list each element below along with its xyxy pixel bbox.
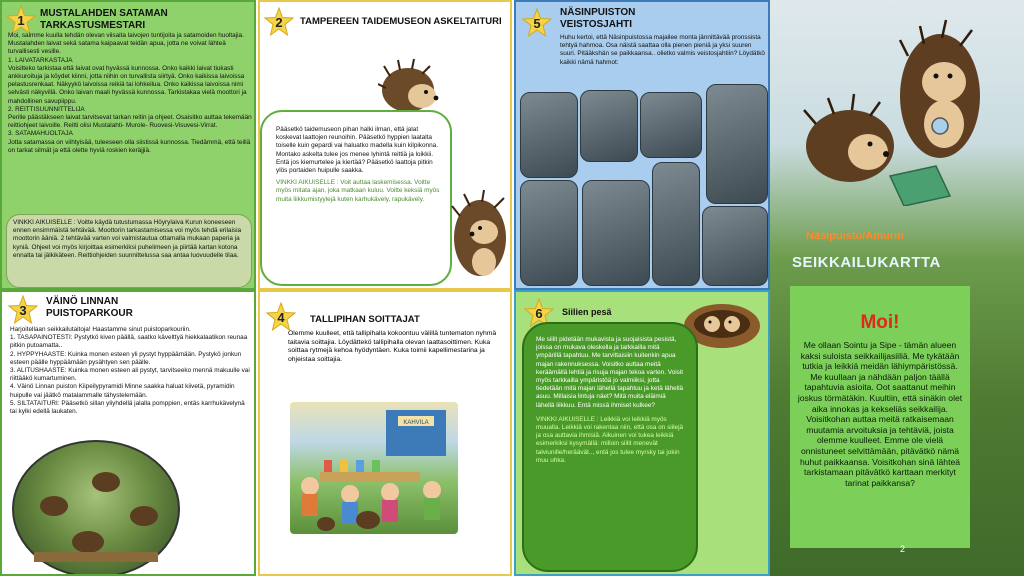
sculpture-photo — [652, 162, 700, 286]
star-number-icon — [522, 8, 552, 38]
panel-number: 2 — [275, 15, 283, 30]
panel-title: MUSTALAHDEN SATAMAN TARKASTUSMESTARI — [40, 8, 168, 31]
panel-title: NÄSINPUISTON VEISTOSJAHTI — [560, 7, 636, 30]
hedgehog-icon — [790, 16, 1004, 206]
star-number-icon — [8, 295, 38, 325]
star-number-icon — [6, 5, 36, 35]
panel-cover — [770, 0, 1024, 576]
sculpture-photo — [520, 180, 578, 286]
page-number: 2 — [900, 544, 906, 554]
sculpture-photo — [580, 90, 638, 162]
sculpture-photo — [582, 180, 650, 286]
panel-body: Olemme kuulleet, että tallipihalla kokoontuu välillä tuntematon nyhmä taitavia soittajia. Löydättekö tallipihalla olevan laattasoittimen. Kuka soittaa rytmejä kehoa hyödyntäen. Kuka toimii kapellimestarina ja ohjeistaa soittajia. — [288, 330, 497, 363]
map-title: SEIKKAILUKARTTA — [792, 254, 941, 271]
panel-siilien-pesa — [514, 290, 770, 576]
panel-tallipiha — [258, 290, 512, 576]
intro-card — [790, 286, 970, 548]
hedgehog-icon — [450, 186, 512, 286]
text-bubble: Me siilit pidetään mukavista ja suojaisista pesistä, joissa on mukava oleskella ja tarkkailla mitä ympärillä tapahtuu. Me tarvittaisiin kuitenkin apua majan rakennuksessa. Voisitko auttaa meitä keräämällä lehtiä ja risuja majan tekoa varten. Voisit myös tarkkailla ympäristöä jo valmiiksi, jotta tiedetään mitä majan lähellä tapahtuu ja ketä lähellä asuu. Millaisia lintuja näet? Mitä muita eläimiä lähellä liikkuu. Entä missä ihmiset kulkee? VINKKI AIKUISELLE : Leikkiä voi leikkiä myös muualla. Leikkiä voi rakentaa niin, että osa on siilejä ja osa auttavia ihmisiä. Aikuinen voi tukea leikkiä esimerkiksi kysymällä: milloin siilit menevät talviunille/heräävät.., entä jos tulee myrsky tai jokin muu uhka. — [522, 322, 698, 572]
hedgehog-icon — [378, 56, 442, 116]
panel-number: 1 — [17, 13, 25, 28]
kahvila-sign: KAHVILA — [403, 420, 429, 426]
location-label: Näsipuisto/Amurin — [806, 230, 904, 242]
sculpture-photo — [640, 92, 702, 158]
panel-title: Siilien pesä — [562, 307, 612, 317]
panel-title: VÄINÖ LINNAN PUISTOPARKOUR — [46, 296, 133, 319]
panel-number: 6 — [535, 306, 543, 321]
panel-mustalahti — [0, 0, 256, 290]
panel-number: 5 — [533, 16, 541, 31]
greeting: Moi! — [860, 312, 900, 333]
sculpture-photo — [520, 92, 578, 178]
panel-body: Huhu kertoi, että Näsinpuistossa majailee monta jännittävää pronssista tehtyä hahmoa. Osa näistä saattaa olla pienen pieniä ja yksi suuren suuri. Pitääkshän se paikkaansa.. olietko valmis veistosjahtiin? Löydätkö kaikki nämä hahmot: — [560, 34, 765, 66]
panel-puistoparkour — [0, 290, 256, 576]
panel-number: 4 — [277, 310, 285, 325]
panel-body: Harjoitellaan seikkailutaitoja! Haastamme sinut puistoparkouriin. 1. TASAPAINOTESTI: Pystytkö kiven päällä, saatko kävelttyä hiekkalaatikon reunaa pitkin putoamatta.. 2. HYPPYHAASTE: Kuinka monen esteen yli pystyt hyppäämään. Pystykö jonkun esteen päälle hyppäämään pysähtyen sen päälle. 3. ALITUSHAASTE: Kuinka monen esteen ali pystyt, tarvitseeko mennä makuulle vai riittääkö kumartuminen. 4. Väinö Linnan puiston Kiipeilypyramidi Minne saakka haluat kiivetä, pyramidin huipulle vai jäätkö matalammalle tähystelemään. 5. SILTATAITURI: Pääsetkö sillan yliyhdellä jalalla pomppien, entäs karrhukävelynä tai kylki edellä laukaten. — [10, 326, 250, 416]
intro-text: Me ollaan Sointu ja Sipe - tämän alueen kaksi suloista seikkailijasiiliä. Me tykätään tutkia ja leikkiä meidän lähiympäristössä. Me kuullaan ja nähdään paljon täällä tapahtuvia asioita. Oot saattanut meihin joskus törmätäkin. Kuultiin, että sinäkin olet aika innokas ja kekseliäs seikkailija. Voisitkohan auttaa meitä ratkaisemaan muutamia arvoituksia ja tehtäviä, joista olemme kuulleet. Emme ole vielä onnistuneet selvittämään, pitävätkö nämä huhut paikkaansa. Voisitkohan sinä lähteä tarkistamaan pitävätkö karttaan merkityt tarinat paikkansa? — [797, 340, 963, 488]
sculpture-photo — [706, 84, 768, 204]
music-illustration — [290, 402, 458, 534]
tip-box: VINKKI AIKUISELLE : Voitte käydä tutustumassa Höyrylaiva Kurun koneeseen ennen ensimmäistä tehtävää. Moottorin tarkastamisessa voi myös tehdä erilaisia moottorin ääniä. 2 tehtävää varten voi valmistautua ottamalla mukaan paperia ja kyniä. Ohjeet voi myös kirjoittaa esimerkiksi puhelimeen ja piirtää kartan kotona ennalta tai jälkikäteen. Reittiohjeiden suunnittelussa saa antaa luovuudelle tilaa. — [6, 214, 252, 288]
hedgehog-icon — [14, 442, 178, 576]
panel-title: TAMPEREEN TAIDEMUSEON ASKELTAITURI — [300, 16, 502, 27]
star-number-icon — [264, 7, 294, 37]
text-bubble: Pääsetkö taidemuseon pihan halki ilman, että jalat koskevat laattojen reunoihin. Pääsetkö hyppien laatalta toiselle kuin gepardi vai haluatko madella kuin kilpikonna. Montako askelta tulee jos menee lyhintä reittiä ja loikkii. Entä jos kiemurtelee ja kiertää? Pääsetkö laattoja pitkin ylös portaiden huipulle saakka. VINKKI AIKUISELLE : Voit auttaa laskemisessa. Voitte myös mitata ajan, joka matkaan kuluu. Voitte keksiä myös muita liikkumistyylejä kuten karhukävely, rapukävely. — [260, 110, 452, 286]
panel-nasinpuisto — [514, 0, 770, 290]
panel-title: TALLIPIHAN SOITTAJAT — [310, 314, 420, 325]
panel-taidemuseo — [258, 0, 512, 290]
panel-body: Moi, saimme kuulla tehdän olevan viisaita laivojen tuntijoita ja satamoiden huoltajia. Mustalahden laivat sekä satama kaipaavat teidän apua, jotta ne voivat lähteä turvallisesti vesille. 1. LAIVATARKASTAJA Voisitteko tarkistaa että laivat ovat hyvässä kunnossa. Onko kaikki laivat tiukasti ankkuroituja ja köydet kiinni, jotta niihin on turvallista siirtyä. Onko kaikissa laivoissa pelastusrenkaat. Näkyykö laivoissa reikiä tai lohkeilua. Onko kaikissa laivoissa nimi selvästi näkyvillä. Onko laivan maali hyvässä kunnossa. Tarkistakaa vielä moottori ja mahdollinen savupiippu. 2. REITTISUUNNITTELIJA Perille päästäkseen laivat tarvitsevat tarkan reitin ja ohjeet. Osaisitko auttaa tekemään reittiohjeet laivoille. Reitti olisi Mustalahti- Murole- Ruovesi-Visuvesi-Virrat. 3. SATAMAHUOLTAJA Jotta satamassa on viihtyisää, tuleeseen olla siistissä kunnossa. Tiedämmä, että teillä on tarkat silmät ja että olette hyviä roskien keräjjiä. — [8, 32, 252, 154]
sculpture-photo — [702, 206, 768, 286]
sculpture-photos — [520, 88, 768, 288]
park-illustration — [12, 440, 180, 576]
panel-number: 3 — [19, 303, 27, 318]
star-number-icon — [266, 302, 296, 332]
